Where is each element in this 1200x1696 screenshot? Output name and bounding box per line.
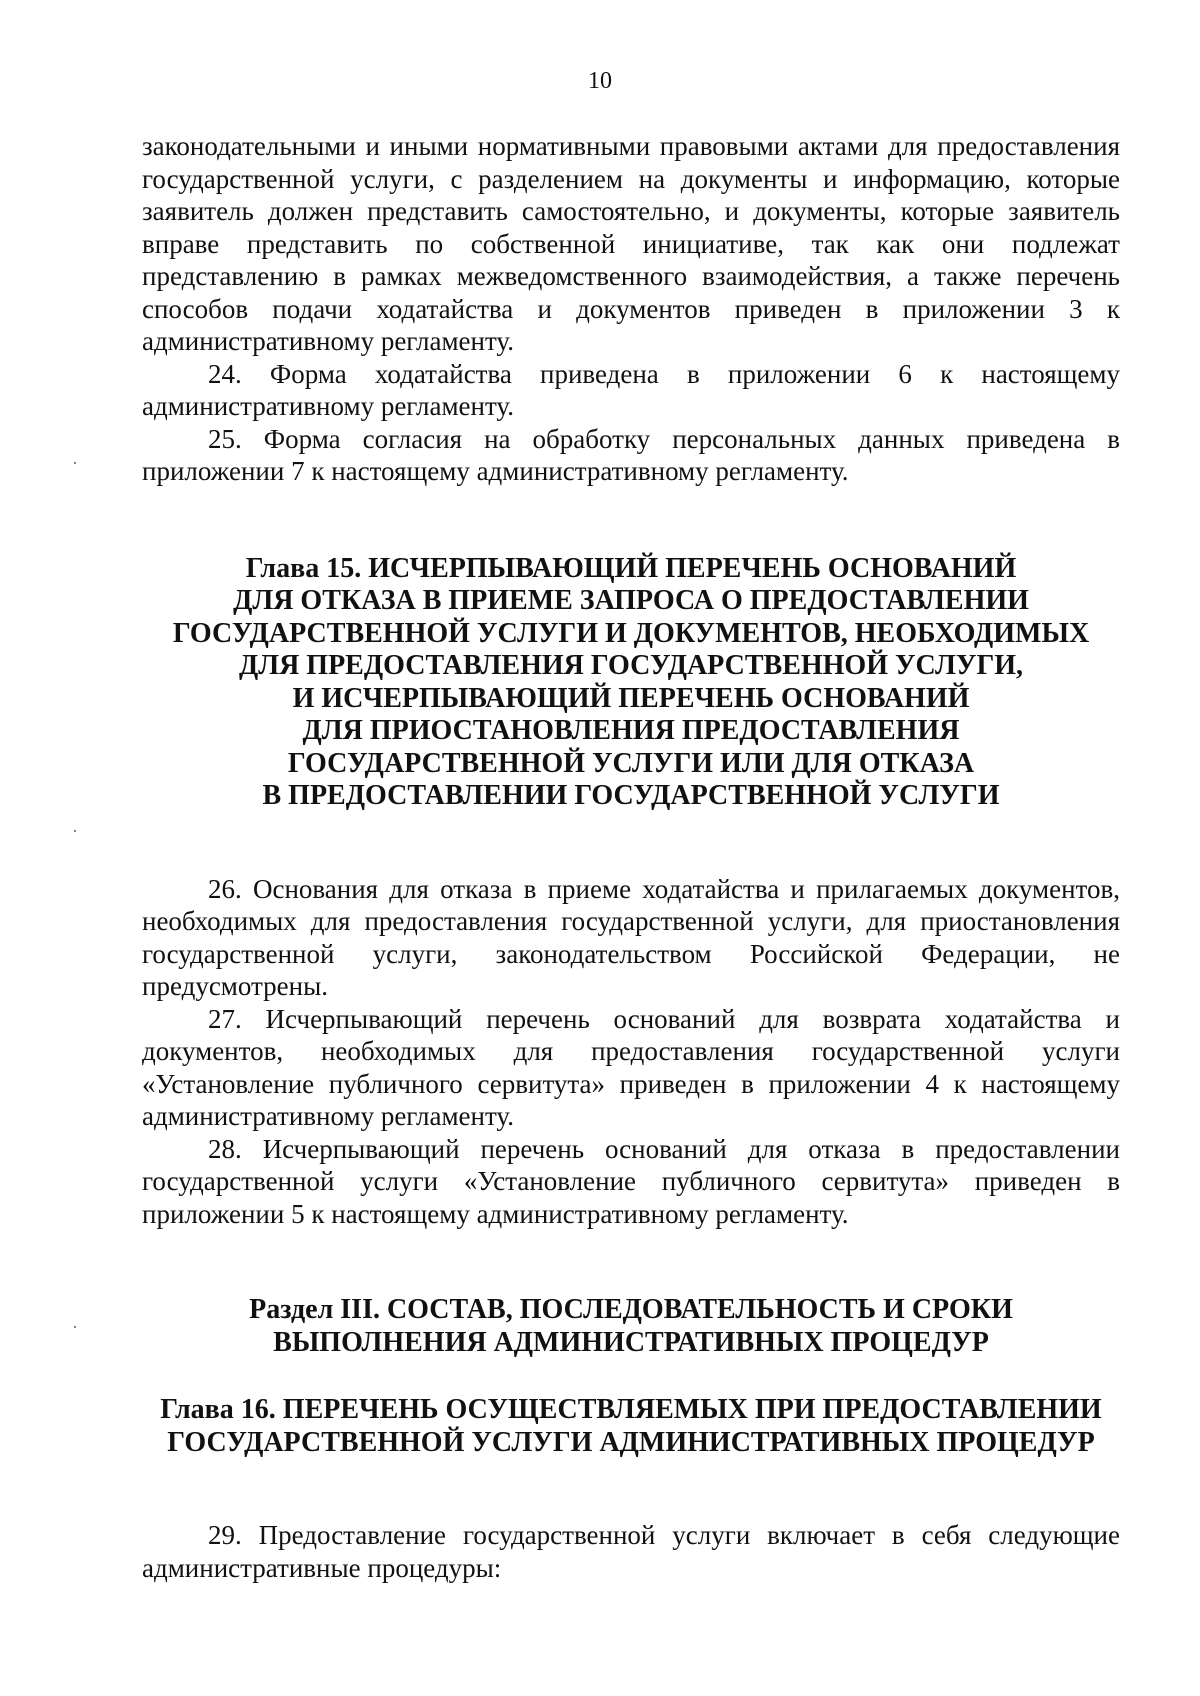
section-3-heading	[142, 1294, 1120, 1359]
heading-line: Раздел III. СОСТАВ, ПОСЛЕДОВАТЕЛЬНОСТЬ И СРОКИ	[249, 1294, 1013, 1325]
heading-line: ДЛЯ ПРЕДОСТАВЛЕНИЯ ГОСУДАРСТВЕННОЙ УСЛУГИ,	[238, 650, 1024, 681]
chapter-16-heading	[142, 1394, 1120, 1459]
scan-margin-mark	[74, 1326, 76, 1328]
paragraph-29: 29. Предоставление государственной услуги включает в себя следующие административные процедуры:	[142, 1520, 1120, 1583]
document-body	[142, 130, 1120, 1584]
heading-line: В ПРЕДОСТАВЛЕНИИ ГОСУДАРСТВЕННОЙ УСЛУГИ	[262, 780, 1000, 811]
heading-line: ГОСУДАРСТВЕННОЙ УСЛУГИ И ДОКУМЕНТОВ, НЕОБХОДИМЫХ	[172, 617, 1090, 649]
chapter-15-heading	[142, 553, 1120, 813]
heading-line: Глава 16. ПЕРЕЧЕНЬ ОСУЩЕСТВЛЯЕМЫХ ПРИ ПРЕДОСТАВЛЕНИИ	[160, 1394, 1102, 1425]
paragraph-25: 25. Форма согласия на обработку персональных данных приведена в приложении 7 к настоящему административному регламенту.	[142, 423, 1120, 486]
paragraph-27: 27. Исчерпывающий перечень оснований для возврата ходатайства и документов, необходимых для предоставления государственной услуги «Установление публичного сервитута» приведен в приложении 4 к настоящему административному регламенту.	[142, 1003, 1120, 1131]
paragraph-24: 24. Форма ходатайства приведена в приложении 6 к настоящему административному регламенту.	[142, 358, 1120, 421]
heading-line: ВЫПОЛНЕНИЯ АДМИНИСТРАТИВНЫХ ПРОЦЕДУР	[273, 1326, 989, 1358]
paragraph-28: 28. Исчерпывающий перечень оснований для отказа в предоставлении государственной услуги «Установление публичного сервитута» приведен в приложении 5 к настоящему административному регламенту.	[142, 1133, 1120, 1229]
heading-line: Глава 15. ИСЧЕРПЫВАЮЩИЙ ПЕРЕЧЕНЬ ОСНОВАНИЙ	[245, 552, 1017, 584]
heading-line: ДЛЯ ПРИОСТАНОВЛЕНИЯ ПРЕДОСТАВЛЕНИЯ	[302, 715, 960, 746]
paragraph-continuation: законодательными и иными нормативными правовыми актами для предоставления государственной услуги, с разделением на документы и информацию, которые заявитель должен представить самостоятельно, и документы, которые заявитель вправе представить по собственной инициативе, так как они подлежат представлению в рамках межведомственного взаимодействия, а также перечень способов подачи ходатайства и документов приведен в приложении 3 к административному регламенту.	[142, 131, 1120, 356]
scan-margin-mark	[74, 830, 76, 832]
heading-line: ГОСУДАРСТВЕННОЙ УСЛУГИ ИЛИ ДЛЯ ОТКАЗА	[287, 747, 975, 779]
scan-margin-mark	[74, 462, 76, 464]
paragraph-26: 26. Основания для отказа в приеме ходатайства и прилагаемых документов, необходимых для предоставления государственной услуги, для приостановления государственной услуги, законодательством Российской Федерации, не предусмотрены.	[142, 873, 1120, 1001]
heading-line: И ИСЧЕРПЫВАЮЩИЙ ПЕРЕЧЕНЬ ОСНОВАНИЙ	[292, 682, 970, 714]
heading-line: ГОСУДАРСТВЕННОЙ УСЛУГИ АДМИНИСТРАТИВНЫХ ПРОЦЕДУР	[167, 1426, 1095, 1458]
page-number: 10	[588, 68, 612, 94]
heading-line: ДЛЯ ОТКАЗА В ПРИЕМЕ ЗАПРОСА О ПРЕДОСТАВЛЕНИИ	[233, 585, 1029, 616]
